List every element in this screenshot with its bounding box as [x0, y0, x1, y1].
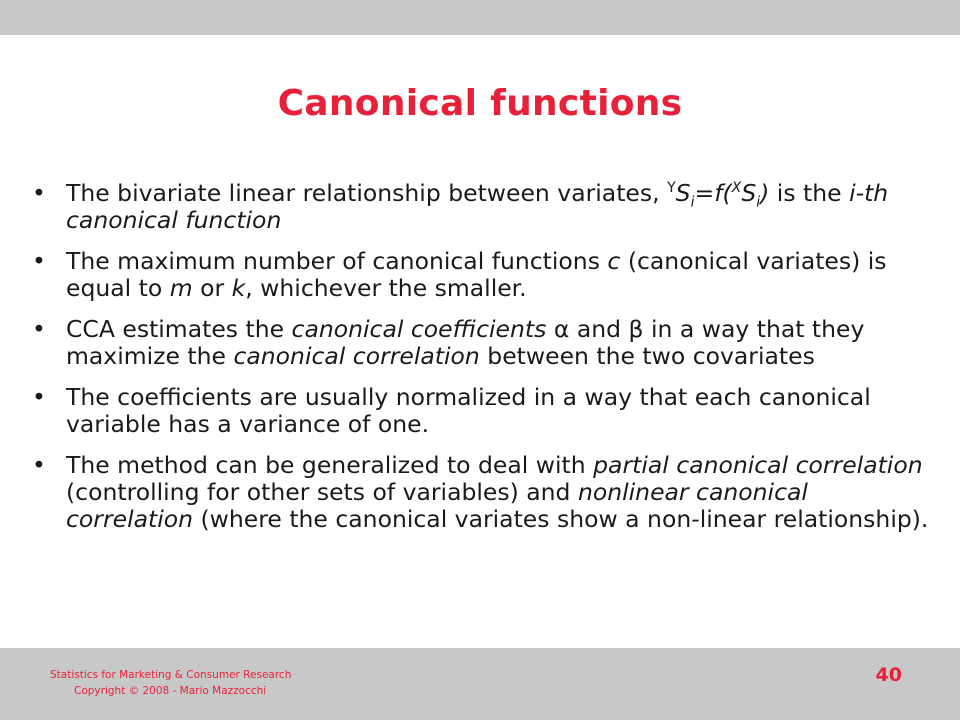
- footer-course-title: Statistics for Marketing & Consumer Research: [50, 669, 292, 681]
- bullet-marker: •: [32, 179, 46, 207]
- bullet-list: [30, 180, 930, 547]
- bullet-item: • The bivariate linear relationship between variates, $^YS_i=f(^XS_i)$ is the i-th canonical function: [32, 179, 889, 234]
- bullet-marker: •: [32, 383, 46, 411]
- footer-copyright: Copyright © 2008 - Mario Mazzocchi: [74, 685, 267, 697]
- bullet-marker: •: [32, 315, 46, 343]
- page-number: 40: [875, 664, 902, 686]
- top-band: [0, 0, 960, 35]
- bullet-item: • CCA estimates the canonical coefficients α and β in a way that they maximize the canonical correlation between the two covariates: [32, 315, 865, 370]
- slide-title: Canonical functions: [277, 83, 683, 124]
- bullet-marker: •: [32, 451, 46, 479]
- bullet-marker: •: [32, 247, 46, 275]
- bullet-item: • The coefficients are usually normalized in a way that each canonical variable has a variance of one.: [32, 383, 871, 438]
- bullet-item: • The method can be generalized to deal with partial canonical correlation (controlling for other sets of variables) and nonlinear canonical correlation (where the canonical variates show a non-linear relationship).: [32, 451, 929, 533]
- bullet-item: • The maximum number of canonical functions c (canonical variates) is equal to m or k, whichever the smaller.: [32, 247, 887, 302]
